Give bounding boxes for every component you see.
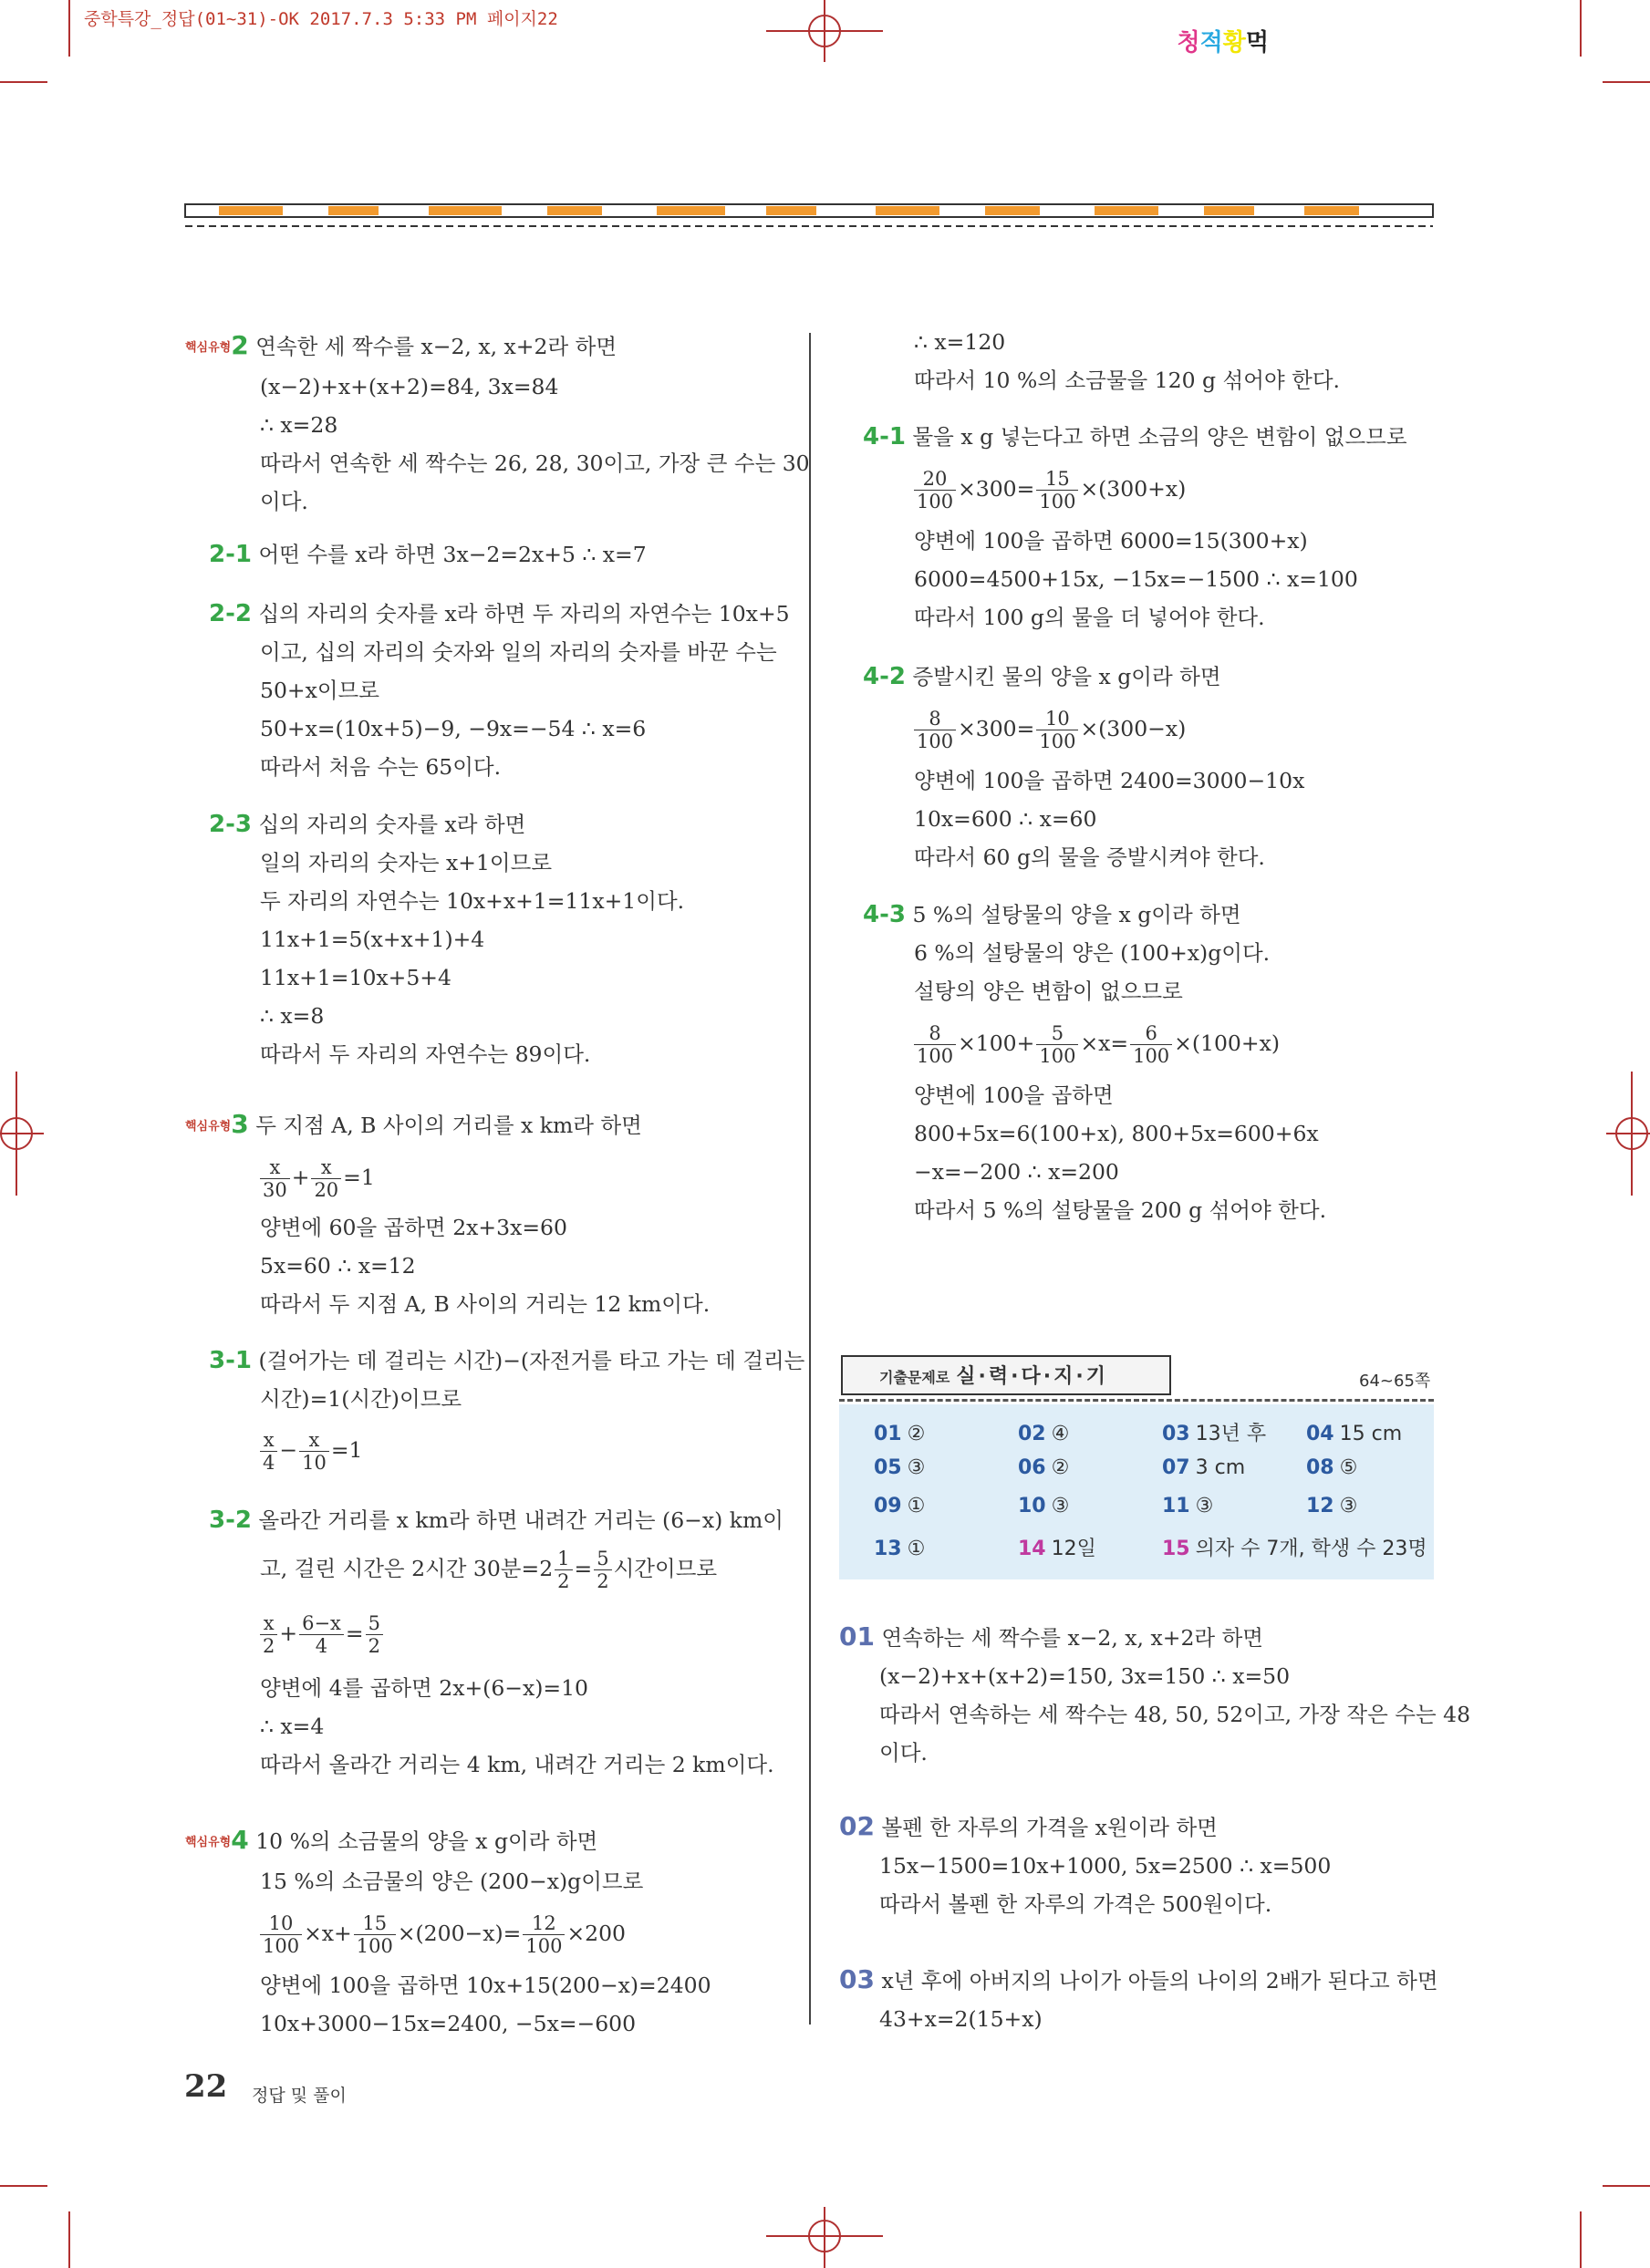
answer-item: 03 13년 후: [1162, 1423, 1267, 1445]
brand-char-1: 청: [1177, 29, 1200, 57]
answer-grid: [874, 1418, 1427, 1571]
text-line: x년 후에 아버지의 나이가 아들의 나이의 2배가 된다고 하면: [881, 1968, 1438, 1994]
equation: $\frac{x}{4}$ − $\frac{x}{10}$ =1: [209, 1418, 804, 1482]
text-line: 증발시킨 물의 양을 x g이라 하면: [912, 664, 1221, 689]
text-line: 양변에 100을 곱하면 2400=3000−10x: [914, 768, 1305, 793]
text-line: 따라서 10 %의 소금물을 120 g 섞어야 한다.: [914, 368, 1341, 393]
text-line: 따라서 5 %의 설탕물을 200 g 섞어야 한다.: [914, 1197, 1327, 1223]
page-number: 22: [184, 2068, 228, 2105]
text-line: (걸어가는 데 걸리는 시간)−(자전거를 타고 가는 데 걸리는: [258, 1348, 805, 1373]
text-line: 연속한 세 짝수를 x−2, x, x+2라 하면: [255, 334, 617, 359]
text-line: 따라서 두 지점 A, B 사이의 거리는 12 km이다.: [260, 1291, 711, 1317]
problem-4: [185, 1821, 711, 2043]
subproblem-label: 3-1: [209, 1347, 252, 1374]
equation: $\frac{8}{100}$ ×300= $\frac{10}{100}$ ×(300−x): [863, 696, 1304, 761]
answer-item: 04 15 cm: [1306, 1423, 1403, 1445]
text-line: 이다.: [260, 489, 308, 514]
solution-number: 01: [839, 1621, 875, 1652]
subproblem-label: 4-2: [863, 663, 906, 690]
subproblem-label: 2-3: [209, 811, 252, 838]
page-range: 64~65쪽: [1359, 1372, 1431, 1391]
text-line: 800+5x=6(100+x), 800+5x=600+6x: [914, 1121, 1319, 1146]
text-line: 10x=600 ∴ x=60: [914, 806, 1097, 832]
text-line: 따라서 볼펜 한 자루의 가격은 500원이다.: [879, 1891, 1272, 1917]
text-line: 설탕의 양은 변함이 없으므로: [914, 979, 1183, 1004]
text-line: 따라서 연속하는 세 짝수는 48, 50, 52이고, 가장 작은 수는 48: [879, 1702, 1471, 1727]
text-line: 따라서 올라간 거리는 4 km, 내려간 거리는 2 km이다.: [260, 1752, 774, 1777]
title-big: 실·력·다·지·기: [956, 1365, 1108, 1388]
answer-item: 05 ③: [874, 1456, 926, 1479]
text-line: 11x+1=10x+5+4: [260, 965, 451, 990]
text-line: 십의 자리의 숫자를 x라 하면 두 자리의 자연수는 10x+5: [258, 601, 790, 627]
text-line: ∴ x=28: [260, 412, 338, 438]
text-line: 일의 자리의 숫자는 x+1이므로: [260, 850, 553, 875]
text-line: 50+x=(10x+5)−9, −9x=−54 ∴ x=6: [260, 716, 647, 741]
subproblem-label: 3-2: [209, 1507, 252, 1534]
text-line: 따라서 연속한 세 짝수는 26, 28, 30이고, 가장 큰 수는 30: [260, 450, 810, 476]
text-line: 두 지점 A, B 사이의 거리를 x km라 하면: [255, 1113, 642, 1138]
text-line: 50+x이므로: [260, 678, 379, 703]
text-line: 두 자리의 자연수는 10x+x+1=11x+1이다.: [260, 888, 685, 914]
problem-4-2: [863, 658, 1304, 876]
solution-number: 03: [839, 1964, 875, 1994]
answer-row: [874, 1456, 1427, 1495]
text-line: 43+x=2(15+x): [879, 2006, 1043, 2032]
answer-item: 06 ②: [1018, 1456, 1070, 1479]
text-line: 양변에 4를 곱하면 2x+(6−x)=10: [260, 1675, 588, 1701]
text-line: 이고, 십의 자리의 숫자와 일의 자리의 숫자를 바꾼 수는: [260, 639, 777, 665]
problem-number: 3: [231, 1109, 249, 1139]
answer-row: [874, 1533, 1427, 1571]
equation: $\frac{20}{100}$ ×300= $\frac{15}{100}$ ×(300+x): [863, 456, 1407, 522]
text-line: 따라서 60 g의 물을 증발시켜야 한다.: [914, 844, 1265, 870]
subproblem-label: 4-1: [863, 423, 906, 450]
subproblem-label: 2-2: [209, 600, 252, 627]
text-line: 따라서 처음 수는 65이다.: [260, 754, 502, 780]
text-line: 어떤 수를 x라 하면 3x−2=2x+5 ∴ x=7: [258, 542, 647, 567]
text-line: 따라서 100 g의 물을 더 넣어야 한다.: [914, 605, 1265, 630]
text-line: 고, 걸린 시간은 2시간 30분=2 $\frac{1}{2}$ = $\frac{5}{2}$ 시간이므로: [260, 1548, 718, 1592]
text-line: 양변에 60을 곱하면 2x+3x=60: [260, 1215, 567, 1240]
text-line: 10 %의 소금물의 양을 x g이라 하면: [255, 1828, 598, 1854]
brand-char-4: 먹: [1245, 29, 1269, 57]
text-line: 물을 x g 넣는다고 하면 소금의 양은 변함이 없으므로: [912, 424, 1407, 450]
brand-char-2: 적: [1199, 29, 1223, 57]
problem-2: [185, 326, 810, 521]
text-line: 15x−1500=10x+1000, 5x=2500 ∴ x=500: [879, 1853, 1332, 1879]
problem-number: 2: [231, 330, 249, 360]
column-divider: [809, 333, 811, 2025]
text-line: ∴ x=4: [260, 1714, 325, 1739]
answer-item: 15 의자 수 7개, 학생 수 23명: [1162, 1538, 1427, 1560]
answer-item: 02 ④: [1018, 1423, 1070, 1445]
equation: $\frac{x}{2}$ + $\frac{6-x}{4}$ = $\frac{5}{2}$: [209, 1598, 783, 1669]
text-line: ∴ x=8: [260, 1003, 325, 1029]
answer-row: [874, 1418, 1427, 1456]
solution-01: [839, 1618, 1470, 1772]
problem-2-2: [209, 595, 790, 786]
core-type-tag: 핵심유형: [185, 341, 232, 355]
text-line: 10x+3000−15x=2400, −5x=−600: [260, 2011, 637, 2036]
equation: $\frac{8}{100}$ ×100+ $\frac{5}{100}$ ×x= $\frac{6}{100}$ ×(100+x): [863, 1010, 1326, 1076]
solution-number: 02: [839, 1811, 875, 1841]
solution-02: [839, 1807, 1331, 1923]
problem-4-continued: [914, 323, 1340, 399]
answer-row: [874, 1495, 1427, 1533]
problem-2-3: [209, 805, 684, 1073]
text-line: 연속하는 세 짝수를 x−2, x, x+2라 하면: [881, 1625, 1263, 1651]
answer-key-title: [841, 1355, 1171, 1395]
text-line: 볼펜 한 자루의 가격을 x원이라 하면: [881, 1815, 1218, 1840]
problem-2-1: [209, 535, 647, 574]
text-line: 15 %의 소금물의 양은 (200−x)g이므로: [260, 1869, 644, 1894]
text-line: 5 %의 설탕물의 양을 x g이라 하면: [912, 902, 1241, 927]
answer-item: 01 ②: [874, 1423, 926, 1445]
text-line: 6000=4500+15x, −15x=−1500 ∴ x=100: [914, 566, 1358, 592]
text-line: 11x+1=5(x+x+1)+4: [260, 927, 485, 952]
text-line: 올라간 거리를 x km라 하면 내려간 거리는 (6−x) km이: [258, 1507, 783, 1533]
equation: $\frac{x}{30}$ + $\frac{x}{20}$ =1: [185, 1146, 710, 1208]
text-line: 양변에 100을 곱하면 10x+15(200−x)=2400: [260, 1973, 711, 1998]
solution-03: [839, 1961, 1438, 2038]
problem-4-1: [863, 418, 1407, 637]
footer-label: 정답 및 풀이: [252, 2086, 347, 2106]
answer-item: 09 ①: [874, 1495, 926, 1517]
print-slug: 중학특강_정답(01~31)-OK 2017.7.3 5:33 PM 페이지22: [84, 9, 558, 29]
text-line: 이다.: [879, 1740, 928, 1766]
subproblem-label: 2-1: [209, 541, 252, 568]
text-line: 양변에 100을 곱하면 6000=15(300+x): [914, 528, 1308, 554]
answer-item: 11 ③: [1162, 1495, 1214, 1517]
text-line: (x−2)+x+(x+2)=150, 3x=150 ∴ x=50: [879, 1663, 1291, 1689]
answer-item: 10 ③: [1018, 1495, 1070, 1517]
equation: $\frac{10}{100}$ ×x+ $\frac{15}{100}$ ×(200−x)= $\frac{12}{100}$ ×200: [185, 1900, 711, 1966]
problem-3-2: [209, 1501, 783, 1784]
answer-item: 13 ①: [874, 1538, 926, 1560]
problem-3-1: [209, 1341, 804, 1482]
text-line: −x=−200 ∴ x=200: [914, 1159, 1119, 1185]
text-line: (x−2)+x+(x+2)=84, 3x=84: [260, 374, 559, 399]
text-line: ∴ x=120: [914, 329, 1006, 355]
text-line: 시간)=1(시간)이므로: [260, 1386, 462, 1412]
text-line: 십의 자리의 숫자를 x라 하면: [258, 812, 526, 837]
answer-item: 08 ⑤: [1306, 1456, 1358, 1479]
core-type-tag: 핵심유형: [185, 1836, 232, 1849]
color-bar-label: [1178, 24, 1270, 57]
problem-number: 4: [231, 1825, 249, 1855]
dashed-divider: [839, 1399, 1434, 1402]
problem-4-3: [863, 896, 1326, 1229]
text-line: 양변에 100을 곱하면: [914, 1082, 1114, 1108]
answer-item: 14 12일: [1018, 1538, 1096, 1560]
text-line: 6 %의 설탕물의 양은 (100+x)g이다.: [914, 940, 1271, 966]
brand-char-3: 황: [1222, 29, 1246, 57]
answer-item: 07 3 cm: [1162, 1456, 1246, 1479]
title-small: 기출문제로: [879, 1369, 950, 1386]
text-line: 따라서 두 자리의 자연수는 89이다.: [260, 1041, 591, 1067]
text-line: 5x=60 ∴ x=12: [260, 1253, 416, 1279]
header-ruler: [182, 199, 1437, 232]
subproblem-label: 4-3: [863, 901, 906, 928]
answer-item: 12 ③: [1306, 1495, 1358, 1517]
problem-3: [185, 1105, 710, 1323]
core-type-tag: 핵심유형: [185, 1120, 232, 1134]
